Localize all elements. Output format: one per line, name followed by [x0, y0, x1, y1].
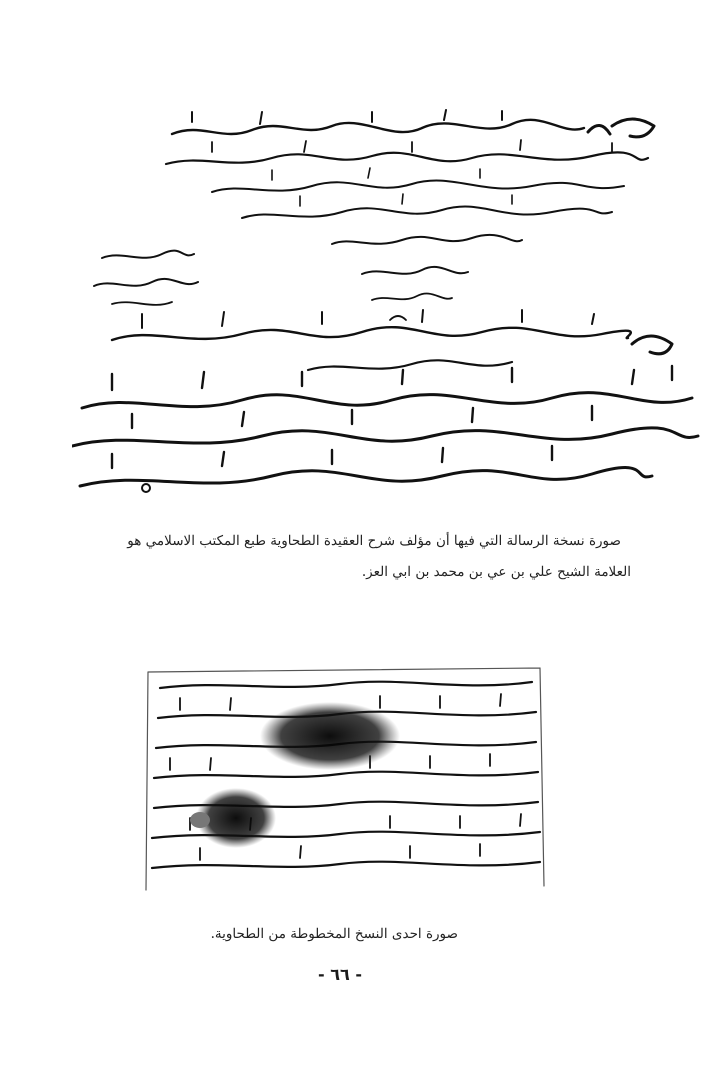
- figure-1-caption-line-2: العلامة الشيح علي بن عي بن محمد بن ابي العز.: [361, 564, 631, 580]
- manuscript-page-image: [140, 658, 550, 898]
- figure-1-caption-line-1: صورة نسخة الرسالة التي فيها أن مؤلف شرح العقيدة الطحاوية طبع المكتب الاسلامي هو: [127, 533, 621, 549]
- manuscript-note-image: [72, 108, 704, 508]
- page-number: - ٦٦ -: [318, 965, 362, 984]
- figure-2-caption: صورة احدى النسخ المخطوطة من الطحاوية.: [210, 926, 458, 942]
